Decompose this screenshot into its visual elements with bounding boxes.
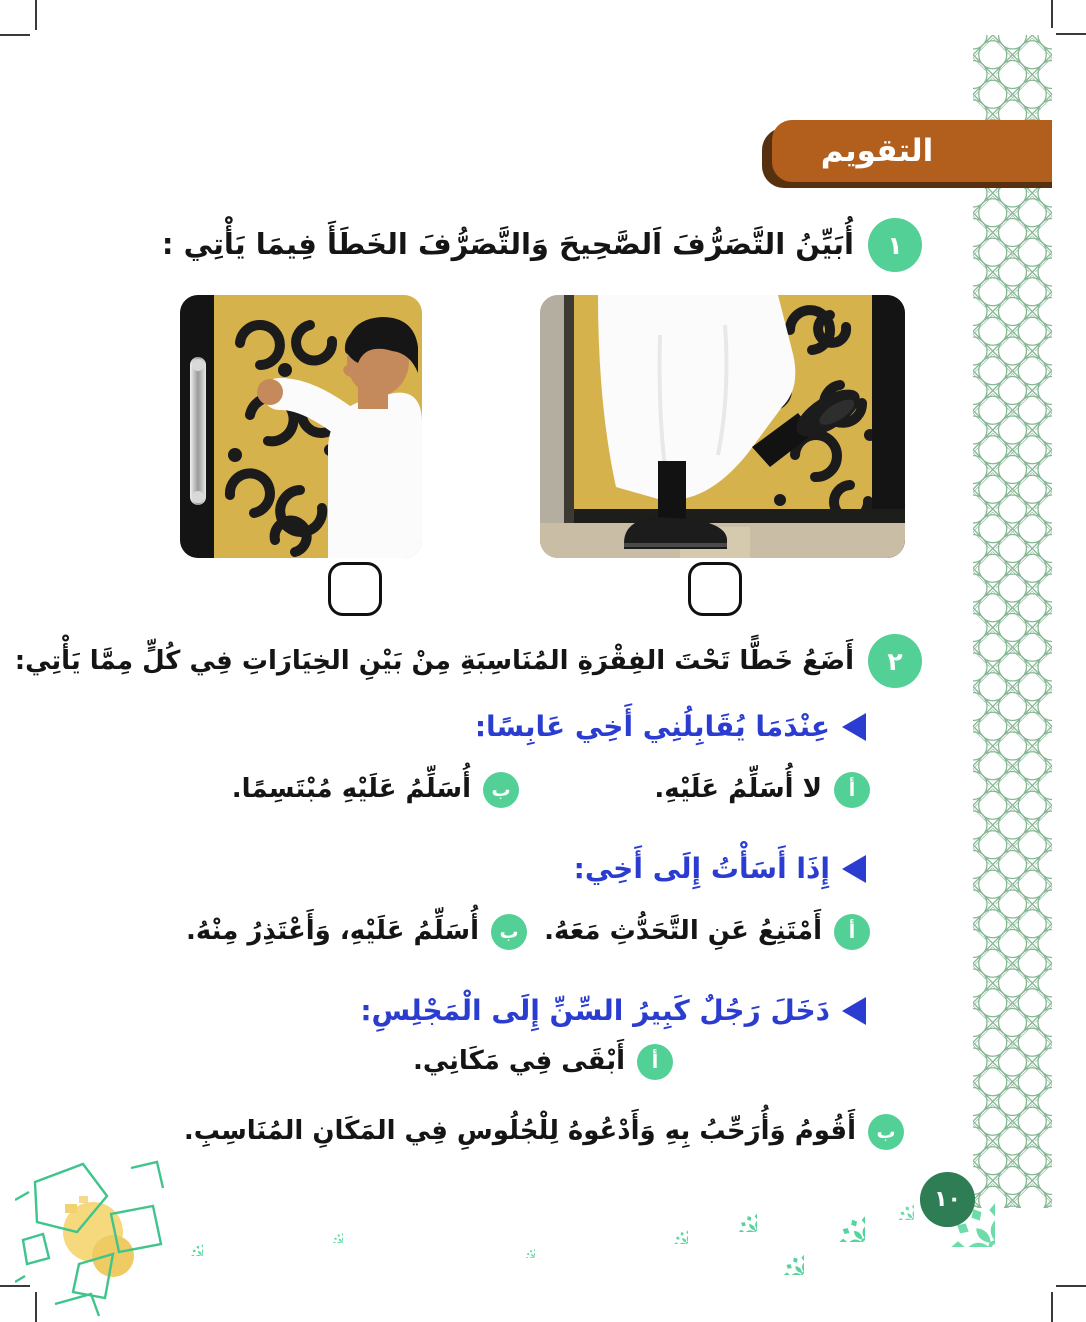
rosette-decoration	[321, 1221, 343, 1243]
question-2-number-badge: ٢	[868, 634, 922, 688]
option-letter-badge: ب	[868, 1114, 904, 1150]
bullet-item-2	[574, 848, 866, 890]
rosette-decoration	[658, 1214, 688, 1244]
page-number: ١٠	[934, 1187, 961, 1212]
rosette-decoration	[809, 1186, 865, 1242]
answer-checkbox-left[interactable]	[328, 562, 382, 616]
page-number-badge	[900, 1152, 995, 1247]
rosette-decoration	[760, 1231, 804, 1275]
rosette-decoration	[717, 1192, 757, 1232]
left-triangle-icon	[842, 997, 866, 1025]
bullet-2-text: إِذَا أَسَأْتُ إِلَى أَخِي:	[573, 852, 830, 885]
option-1a-text: لا أُسَلِّمُ عَلَيْهِ.	[654, 774, 822, 804]
option-1a[interactable]	[654, 770, 870, 809]
left-triangle-icon	[842, 855, 866, 883]
bullet-1-text: عِنْدَمَا يُقَابِلُنِي أَخِي عَابِسًا:	[474, 710, 830, 743]
crop-mark	[1051, 1292, 1053, 1322]
question-2-text: أَضَعُ خَطًّا تَحْتَ الفِقْرَةِ المُنَاسِبَةِ مِنْ بَيْنِ الخِيَارَاتِ فِي كُلٍّ مِمَّا يَأْتِي:	[14, 645, 854, 676]
corner-geometric-motif	[15, 1152, 180, 1321]
header-badge	[772, 120, 1052, 182]
photo-boy-knocking-door	[180, 295, 422, 558]
question-1-number-badge: ١	[868, 218, 922, 272]
option-3a[interactable]	[413, 1042, 673, 1081]
option-letter-badge: أ	[834, 772, 870, 808]
question-2	[15, 634, 922, 688]
option-letter-badge: أ	[637, 1044, 673, 1080]
crop-mark	[1056, 33, 1086, 35]
option-3b[interactable]	[184, 1112, 904, 1151]
bullet-3-text: دَخَلَ رَجُلٌ كَبِيرُ السِّنِّ إِلَى الْمَجْلِسِ:	[360, 994, 830, 1027]
crop-mark	[0, 34, 30, 36]
option-1b-text: أُسَلِّمُ عَلَيْهِ مُبْتَسِمًا.	[231, 774, 471, 804]
rosette-decoration	[515, 1238, 535, 1258]
crop-mark	[1051, 0, 1053, 28]
option-letter-badge: ب	[491, 914, 527, 950]
option-2b[interactable]	[186, 912, 527, 951]
option-3b-text: أَقُومُ وَأُرَحِّبُ بِهِ وَأَدْعُوهُ لِلْجُلُوسِ فِي المَكَانِ المُنَاسِبِ.	[183, 1116, 856, 1146]
arabesque-border-pattern	[973, 35, 1052, 1208]
option-2a-text: أَمْتَنِعُ عَنِ التَّحَدُّثِ مَعَهُ.	[544, 916, 822, 946]
option-2b-text: أُسَلِّمُ عَلَيْهِ، وَأَعْتَذِرُ مِنْهُ.	[185, 916, 479, 946]
answer-checkbox-right[interactable]	[688, 562, 742, 616]
option-letter-badge: أ	[834, 914, 870, 950]
option-letter-badge: ب	[483, 772, 519, 808]
left-triangle-icon	[842, 713, 866, 741]
rosette-decoration	[177, 1230, 203, 1256]
question-1	[162, 218, 922, 272]
option-3a-text: أَبْقَى فِي مَكَانِي.	[412, 1046, 625, 1076]
photo-man-kicking-door	[540, 295, 905, 558]
option-1b[interactable]	[232, 770, 519, 809]
question-1-text: أُبَيِّنُ التَّصَرُّفَ اَلصَّحِيحَ وَالتَّصَرُّفَ الخَطَأَ فِيمَا يَأْتِي :	[161, 227, 854, 262]
crop-mark	[35, 0, 37, 30]
page-title: التقويم	[820, 133, 934, 169]
option-2a[interactable]	[544, 912, 870, 951]
crop-mark	[1056, 1285, 1086, 1287]
bullet-item-3	[360, 990, 866, 1032]
bullet-item-1	[475, 706, 866, 748]
